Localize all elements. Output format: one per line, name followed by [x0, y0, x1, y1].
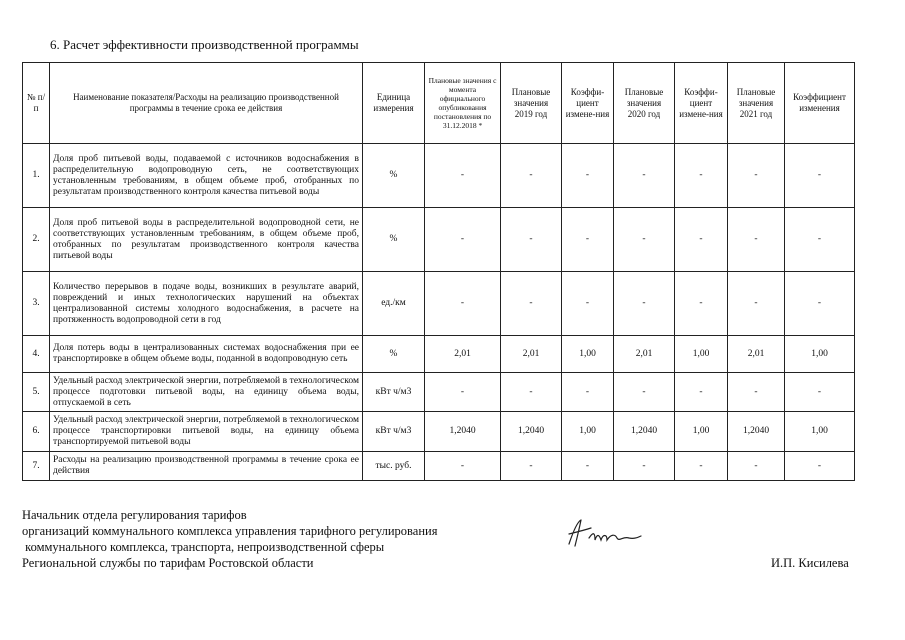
row-base: -	[425, 452, 501, 481]
row-plan-2019: 1,2040	[501, 412, 562, 452]
row-plan-2019: -	[501, 452, 562, 481]
row-coef-3: -	[785, 272, 855, 336]
header-coef-2: Коэффи-циент измене-ния	[675, 63, 728, 144]
row-num: 5.	[23, 373, 50, 412]
row-base: 2,01	[425, 336, 501, 373]
footer-line-1: Начальник отдела регулирования тарифов	[22, 508, 247, 522]
footer-line-4: Региональной службы по тарифам Ростовской области	[22, 556, 314, 570]
row-coef-2: 1,00	[675, 336, 728, 373]
row-plan-2019: -	[501, 208, 562, 272]
row-coef-2: 1,00	[675, 412, 728, 452]
row-coef-2: -	[675, 373, 728, 412]
table-row	[23, 336, 855, 373]
row-coef-3: -	[785, 373, 855, 412]
row-plan-2020: -	[614, 452, 675, 481]
row-unit: %	[363, 336, 425, 373]
row-base: -	[425, 272, 501, 336]
header-name: Наименование показателя/Расходы на реализацию производственной программы в течение срока ее действия	[50, 63, 363, 144]
row-coef-3: -	[785, 452, 855, 481]
row-num: 7.	[23, 452, 50, 481]
table-row	[23, 272, 855, 336]
row-plan-2021: 1,2040	[728, 412, 785, 452]
row-unit: кВт ч/м3	[363, 373, 425, 412]
row-unit: %	[363, 144, 425, 208]
row-name: Доля проб питьевой воды в распределительной водопроводной сети, не соответствующих установленным требованиям, в общем объеме проб, отобранных по результатам производственного контроля качества питьевой воды	[50, 208, 363, 272]
row-base: 1,2040	[425, 412, 501, 452]
header-planned-base: Плановые значения с момента официального опубликования постановления по 31.12.2018 *	[425, 63, 501, 144]
row-num: 1.	[23, 144, 50, 208]
table-row	[23, 412, 855, 452]
row-coef-1: -	[562, 452, 614, 481]
row-unit: %	[363, 208, 425, 272]
row-base: -	[425, 373, 501, 412]
header-unit: Единица измерения	[363, 63, 425, 144]
section-title: 6. Расчет эффективности производственной программы	[50, 37, 359, 52]
row-base: -	[425, 144, 501, 208]
row-coef-3: 1,00	[785, 336, 855, 373]
row-unit: кВт ч/м3	[363, 412, 425, 452]
row-base: -	[425, 208, 501, 272]
row-plan-2021: -	[728, 208, 785, 272]
row-unit: ед./км	[363, 272, 425, 336]
row-plan-2020: 2,01	[614, 336, 675, 373]
row-plan-2019: -	[501, 373, 562, 412]
row-coef-1: -	[562, 373, 614, 412]
row-num: 2.	[23, 208, 50, 272]
efficiency-table	[22, 62, 855, 481]
row-plan-2021: -	[728, 144, 785, 208]
row-name: Доля потерь воды в централизованных системах водоснабжения при ее транспортировке в общем объеме воды, поданной в водопроводную сеть	[50, 336, 363, 373]
row-coef-3: -	[785, 208, 855, 272]
table-row	[23, 208, 855, 272]
header-plan-2019: Плановые значения 2019 год	[501, 63, 562, 144]
row-plan-2019: 2,01	[501, 336, 562, 373]
row-name: Количество перерывов в подаче воды, возникших в результате аварий, повреждений и иных технологических нарушений на объектах централизованной системы холодного водоснабжения, в расчете на протяженность водопроводной сети в год	[50, 272, 363, 336]
row-plan-2021: -	[728, 452, 785, 481]
row-coef-1: -	[562, 144, 614, 208]
row-plan-2020: -	[614, 272, 675, 336]
footer-line-2: организаций коммунального комплекса управления тарифного регулирования	[22, 524, 438, 538]
row-unit: тыс. руб.	[363, 452, 425, 481]
row-plan-2020: -	[614, 144, 675, 208]
row-plan-2020: -	[614, 208, 675, 272]
row-plan-2020: -	[614, 373, 675, 412]
row-coef-2: -	[675, 452, 728, 481]
row-name: Удельный расход электрической энергии, потребляемой в технологическом процессе подготовки питьевой воды, на единицу объема воды, отпускаемой в сеть	[50, 373, 363, 412]
row-plan-2021: 2,01	[728, 336, 785, 373]
header-row	[23, 63, 855, 144]
handwritten-signature	[563, 514, 643, 554]
signer-name: И.П. Кисилева	[771, 556, 849, 570]
header-coef-1: Коэффи-циент измене-ния	[562, 63, 614, 144]
row-plan-2020: 1,2040	[614, 412, 675, 452]
row-coef-1: 1,00	[562, 412, 614, 452]
row-num: 4.	[23, 336, 50, 373]
row-coef-3: -	[785, 144, 855, 208]
row-num: 3.	[23, 272, 50, 336]
table-row	[23, 144, 855, 208]
row-name: Удельный расход электрической энергии, потребляемой в технологическом процессе транспортировки питьевой воды, на единицу объема транспортируемой питьевой воды	[50, 412, 363, 452]
header-plan-2020: Плановые значения 2020 год	[614, 63, 675, 144]
header-coef-3: Коэффициент изменения	[785, 63, 855, 144]
footer-line-3: коммунального комплекса, транспорта, непроизводственной сферы	[22, 540, 385, 554]
row-plan-2021: -	[728, 373, 785, 412]
header-num: № п/п	[23, 63, 50, 144]
row-coef-2: -	[675, 272, 728, 336]
row-coef-1: -	[562, 208, 614, 272]
row-plan-2019: -	[501, 144, 562, 208]
row-num: 6.	[23, 412, 50, 452]
row-coef-1: 1,00	[562, 336, 614, 373]
row-plan-2019: -	[501, 272, 562, 336]
row-coef-2: -	[675, 208, 728, 272]
row-coef-3: 1,00	[785, 412, 855, 452]
table-row	[23, 452, 855, 481]
row-coef-1: -	[562, 272, 614, 336]
row-name: Доля проб питьевой воды, подаваемой с источников водоснабжения в распределительную водопроводную сеть, не соответствующих установленным требованиям, в общем объеме проб, отобранных по результатам производственного контроля качества питьевой воды	[50, 144, 363, 208]
row-coef-2: -	[675, 144, 728, 208]
header-plan-2021: Плановые значения 2021 год	[728, 63, 785, 144]
row-name: Расходы на реализацию производственной программы в течение срока ее действия	[50, 452, 363, 481]
signature-block	[22, 507, 437, 571]
table-row	[23, 373, 855, 412]
row-plan-2021: -	[728, 272, 785, 336]
